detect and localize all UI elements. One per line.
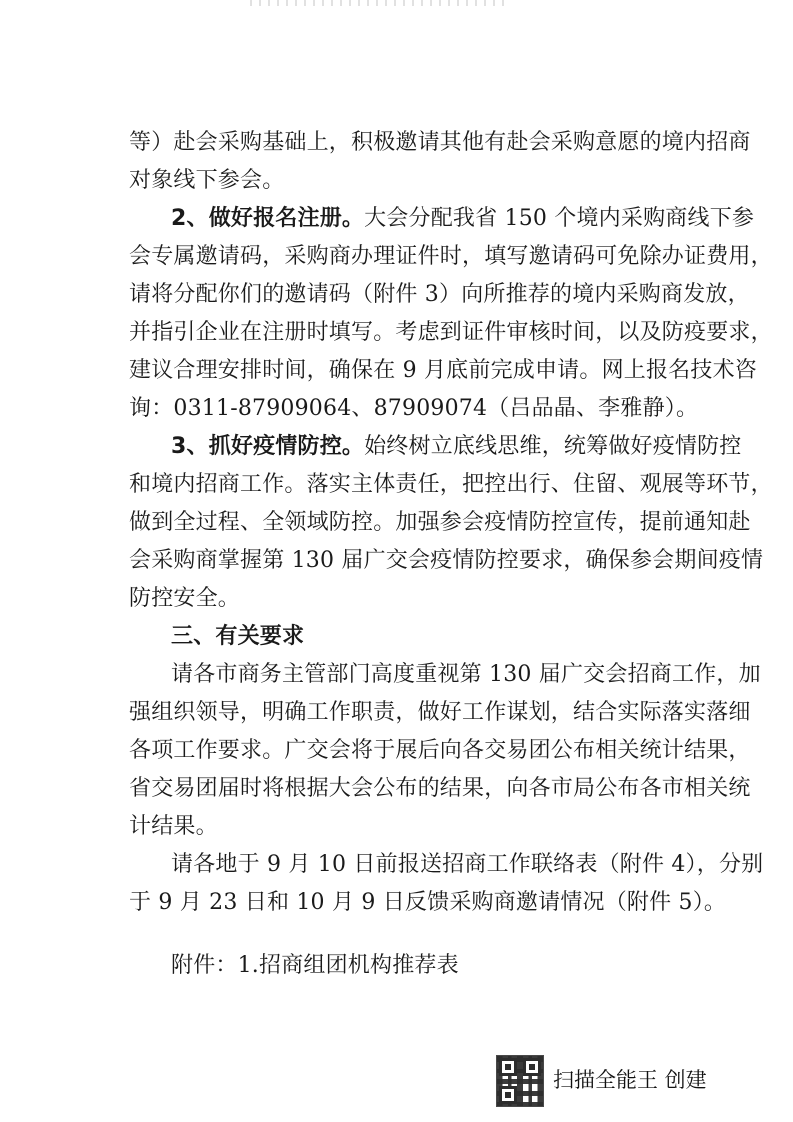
paragraph-line: 请各地于 9 月 10 日前报送招商工作联络表（附件 4），分别 xyxy=(171,852,764,877)
paragraph-line: 对象线下参会。 xyxy=(129,168,285,193)
paragraph-line: 各项工作要求。广交会将于展后向各交易团公布相关统计结果， xyxy=(129,738,751,763)
paragraph-line: 并指引企业在注册时填写。考虑到证件审核时间，以及防疫要求， xyxy=(129,320,773,345)
scanner-watermark xyxy=(496,1055,726,1115)
paragraph-line: 省交易团届时将根据大会公布的结果，向各市局公布各市相关统 xyxy=(129,776,751,801)
paragraph-line: 建议合理安排时间，确保在 9 月底前完成申请。网上报名技术咨 xyxy=(129,358,757,383)
paragraph-line: 计结果。 xyxy=(129,814,218,839)
scanner-label: 扫描全能王 创建 xyxy=(553,1068,707,1092)
paragraph-line: 询：0311-87909064、87909074（吕品晶、李雅静）。 xyxy=(129,396,699,421)
paragraph-line: 等）赴会采购基础上，积极邀请其他有赴会采购意愿的境内招商 xyxy=(129,130,751,155)
section-heading: 三、有关要求 xyxy=(171,624,305,649)
qr-code-icon xyxy=(496,1055,544,1107)
paragraph-text: 大会分配我省 150 个境内采购商线下参 xyxy=(364,206,755,231)
epidemic-paragraph-first-line xyxy=(171,428,742,466)
paragraph-line: 会采购商掌握第 130 届广交会疫情防控要求，确保参会期间疫情 xyxy=(129,548,764,573)
paragraph-line: 于 9 月 23 日和 10 月 9 日反馈采购商邀请情况（附件 5）。 xyxy=(129,890,727,915)
attachment-line: 附件：1.招商组团机构推荐表 xyxy=(171,953,459,978)
qr-corner-icon xyxy=(499,1086,517,1104)
paragraph-text: 始终树立底线思维，统筹做好疫情防控 xyxy=(364,434,742,459)
paragraph-line: 会专属邀请码，采购商办理证件时，填写邀请码可免除办证费用， xyxy=(129,244,773,269)
paragraph-line: 请各市商务主管部门高度重视第 130 届广交会招商工作，加 xyxy=(171,662,761,687)
paragraph-line: 防控安全。 xyxy=(129,586,241,611)
registration-paragraph-first-line xyxy=(171,200,755,238)
epidemic-heading: 3、抓好疫情防控。 xyxy=(171,434,365,459)
paragraph-line: 和境内招商工作。落实主体责任，把控出行、住留、观展等环节， xyxy=(129,472,773,497)
registration-heading: 2、做好报名注册。 xyxy=(171,206,365,231)
paragraph-line: 请将分配你们的邀请码（附件 3）向所推荐的境内采购商发放， xyxy=(129,282,750,307)
paragraph-line: 做到全过程、全领域防控。加强参会疫情防控宣传，提前通知赴 xyxy=(129,510,751,535)
paragraph-line: 强组织领导，明确工作职责，做好工作谋划，结合实际落实落细 xyxy=(129,700,751,725)
